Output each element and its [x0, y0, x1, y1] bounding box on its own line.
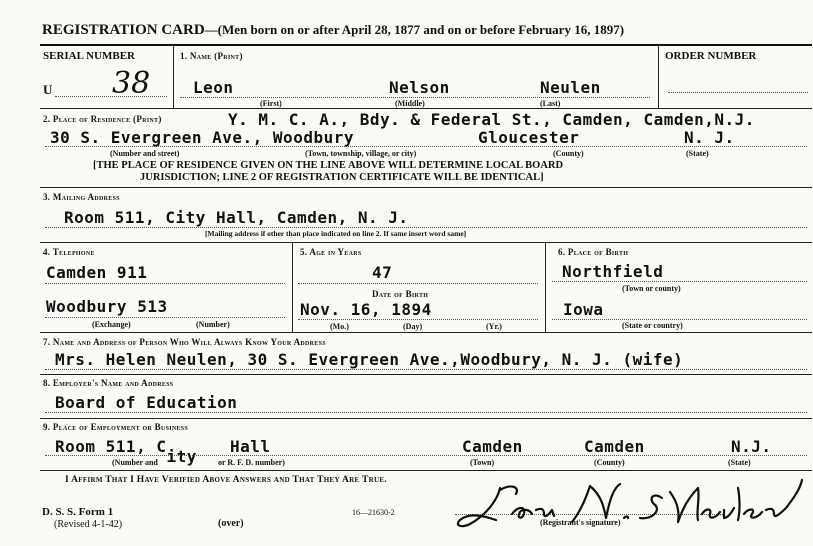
row-rule [40, 242, 812, 243]
row-rule [40, 418, 812, 419]
card-title-main: REGISTRATION CARD [42, 22, 205, 38]
age-label: 5. Age in Years [300, 247, 362, 257]
birthplace-state-line [552, 319, 807, 320]
row-rule [40, 374, 812, 375]
telephone-line [45, 317, 285, 318]
serial-line [55, 96, 167, 97]
last-name-value: Neulen [540, 78, 601, 97]
row-rule [40, 332, 812, 333]
signature-caption: (Registrant's signature) [540, 518, 621, 527]
divider [545, 242, 546, 332]
serial-prefix: U [43, 82, 53, 97]
over-note: (over) [218, 518, 244, 529]
residence-street: 30 S. Evergreen Ave., Woodbury [50, 128, 354, 147]
divider [292, 242, 293, 332]
print-code: 16—21630-2 [352, 508, 395, 517]
employment-state: N.J. [731, 437, 772, 456]
mailing-label: 3. Mailing Address [43, 192, 120, 202]
residence-line1: Y. M. C. A., Bdy. & Federal St., Camden, Camden,N.J. [228, 110, 755, 129]
header-rule [40, 44, 812, 46]
employment-street-caption-2: or R. F. D. number) [218, 458, 285, 467]
telephone-line [45, 283, 285, 284]
middle-name-value: Nelson [389, 78, 450, 97]
birthplace-state: Iowa [563, 300, 604, 319]
divider [658, 46, 659, 108]
card-title-subtitle: —(Men born on or after April 28, 1877 and on or before February 16, 1897) [204, 22, 625, 37]
first-caption: (First) [260, 99, 282, 108]
name-line [180, 97, 650, 98]
contact-line [45, 369, 807, 370]
employment-street-caption: (Number and [112, 458, 158, 467]
employment-county: Camden [584, 437, 645, 456]
first-name-value: Leon [193, 78, 234, 97]
form-revised: (Revised 4-1-42) [54, 519, 123, 530]
divider [173, 46, 174, 108]
employer-line [45, 412, 807, 413]
dob-label: Date of Birth [372, 289, 429, 299]
employer-label: 8. Employer's Name and Address [43, 378, 174, 388]
row-rule [40, 187, 812, 188]
last-caption: (Last) [540, 99, 561, 108]
exchange-caption: (Exchange) [92, 320, 131, 329]
middle-caption: (Middle) [395, 99, 425, 108]
birthplace-town-line [552, 281, 807, 282]
year-caption: (Yr.) [486, 322, 502, 331]
number-caption: (Number) [196, 320, 230, 329]
employment-street-part-c: Hall [230, 437, 271, 456]
employment-label: 9. Place of Employment or Business [43, 422, 189, 432]
birthplace-town-caption: (Town or county) [622, 284, 681, 293]
birthplace-label: 6. Place of Birth [558, 247, 629, 257]
residence-county: Gloucester [478, 128, 580, 147]
contact-value: Mrs. Helen Neulen, 30 S. Evergreen Ave.,Woodbury, N. J. (wife) [55, 350, 684, 369]
day-caption: (Day) [403, 322, 423, 331]
affirmation-text: I Affirm That I Have Verified Above Answers and That They Are True. [65, 475, 387, 485]
residence-label: 2. Place of Residence (Print) [43, 114, 162, 124]
county-caption: (County) [553, 149, 584, 158]
residence-line [45, 146, 807, 147]
card-title [42, 22, 624, 39]
name-label: 1. Name (Print) [180, 51, 243, 61]
mailing-value: Room 511, City Hall, Camden, N. J. [64, 208, 409, 227]
street-caption: (Number and street) [110, 149, 180, 158]
employment-street-part-b: ity [166, 447, 197, 466]
employment-line [45, 455, 807, 456]
age-value: 47 [372, 263, 393, 282]
mailing-line [45, 227, 807, 228]
contact-label: 7. Name and Address of Person Who Will Always Know Your Address [43, 337, 326, 347]
town-caption: (Town, township, village, or city) [305, 149, 417, 158]
serial-number-value: 38 [112, 66, 151, 101]
employment-town-caption: (Town) [470, 458, 495, 467]
telephone-line1: Camden 911 [46, 263, 148, 282]
telephone-line2: Woodbury 513 [46, 297, 168, 316]
dob-line [298, 319, 538, 320]
form-number: D. S. S. Form 1 [42, 506, 114, 518]
birthplace-town: Northfield [562, 262, 664, 281]
employment-street-part-a: Room 511, C [55, 437, 167, 456]
row-rule [40, 108, 812, 109]
registrant-signature [440, 468, 810, 540]
residence-notice-line1: [THE PLACE OF RESIDENCE GIVEN ON THE LINE ABOVE WILL DETERMINE LOCAL BOARD [93, 160, 564, 171]
mailing-caption: [Mailing address if other than place indicated on line 2. If same insert word same] [205, 229, 467, 238]
month-caption: (Mo.) [330, 322, 349, 331]
residence-state: N. J. [684, 128, 735, 147]
state-caption: (State) [686, 149, 709, 158]
employment-county-caption: (County) [594, 458, 625, 467]
dob-value: Nov. 16, 1894 [300, 300, 432, 319]
order-line [668, 92, 808, 93]
serial-number-label: SERIAL NUMBER [43, 50, 135, 62]
employment-state-caption: (State) [728, 458, 751, 467]
birthplace-state-caption: (State or country) [622, 321, 683, 330]
residence-notice-line2: JURISDICTION; LINE 2 OF REGISTRATION CERTIFICATE WILL BE IDENTICAL] [140, 172, 544, 183]
telephone-label: 4. Telephone [43, 247, 95, 257]
age-line [298, 283, 538, 284]
employment-town: Camden [462, 437, 523, 456]
order-number-label: ORDER NUMBER [665, 50, 757, 62]
employer-value: Board of Education [55, 393, 238, 412]
